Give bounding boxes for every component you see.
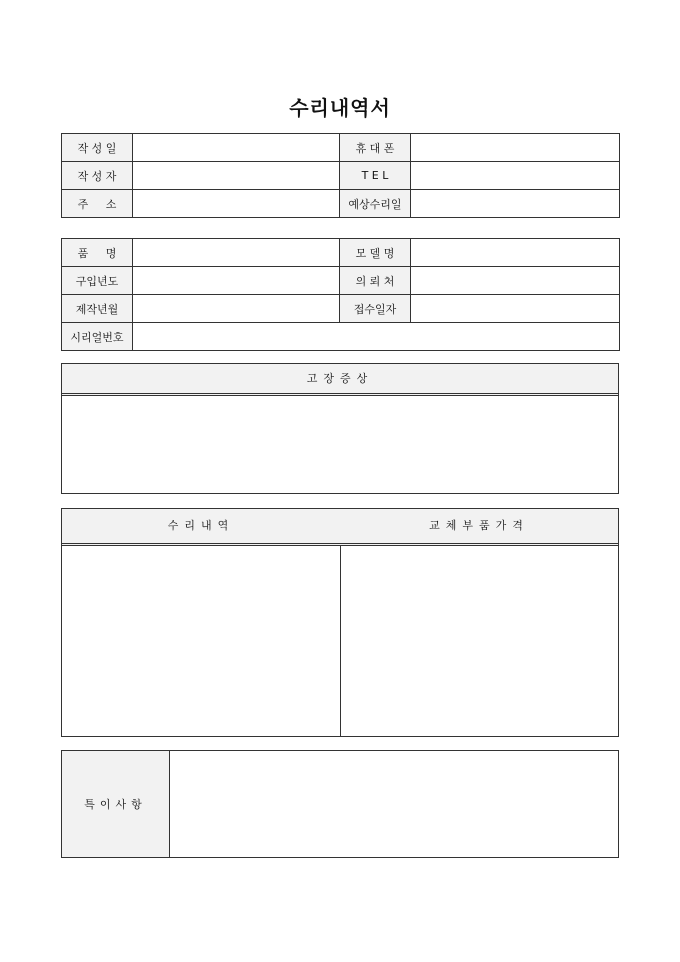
author-field[interactable] [133,162,340,190]
model-name-label: 모 델 명 [340,239,411,267]
purchase-year-field[interactable] [133,267,340,295]
address-field[interactable] [133,190,340,218]
purchase-year-label: 구입년도 [62,267,133,295]
model-name-field[interactable] [411,239,620,267]
table-row [62,295,620,323]
author-label: 작 성 자 [62,162,133,190]
repair-details-column [62,509,341,736]
receipt-date-label: 접수일자 [340,295,411,323]
serial-number-field[interactable] [133,323,620,351]
date-label: 작 성 일 [62,134,133,162]
repair-details-field[interactable] [62,546,340,736]
product-name-field[interactable] [133,239,340,267]
symptom-field[interactable] [62,396,618,493]
remarks-label: 특이사항 [62,751,170,857]
client-label: 의 뢰 처 [340,267,411,295]
repair-details-header: 수리내역 [62,509,340,546]
table-row [62,162,620,190]
tel-label: T E L [340,162,411,190]
tel-field[interactable] [411,162,620,190]
expected-repair-date-field[interactable] [411,190,620,218]
client-field[interactable] [411,267,620,295]
table-row [62,239,620,267]
symptom-header: 고장증상 [62,364,618,396]
parts-price-header: 교체부품가격 [340,509,618,546]
table-row [62,323,620,351]
product-name-label: 품 명 [62,239,133,267]
mobile-field[interactable] [411,134,620,162]
parts-price-column [340,509,618,736]
table-row [62,190,620,218]
manufacture-date-label: 제작년월 [62,295,133,323]
date-field[interactable] [133,134,340,162]
parts-price-field[interactable] [340,546,618,736]
expected-repair-date-label: 예상수리일 [340,190,411,218]
mobile-label: 휴 대 폰 [340,134,411,162]
serial-number-label: 시리얼번호 [62,323,133,351]
author-info-table [61,133,620,218]
repair-section [61,508,619,737]
remarks-field[interactable] [170,751,618,857]
remarks-section [61,750,619,858]
manufacture-date-field[interactable] [133,295,340,323]
document-title: 수리내역서 [289,96,391,120]
table-row [62,134,620,162]
symptom-section [61,363,619,494]
table-row [62,267,620,295]
receipt-date-field[interactable] [411,295,620,323]
product-info-table [61,238,620,351]
address-label: 주 소 [62,190,133,218]
